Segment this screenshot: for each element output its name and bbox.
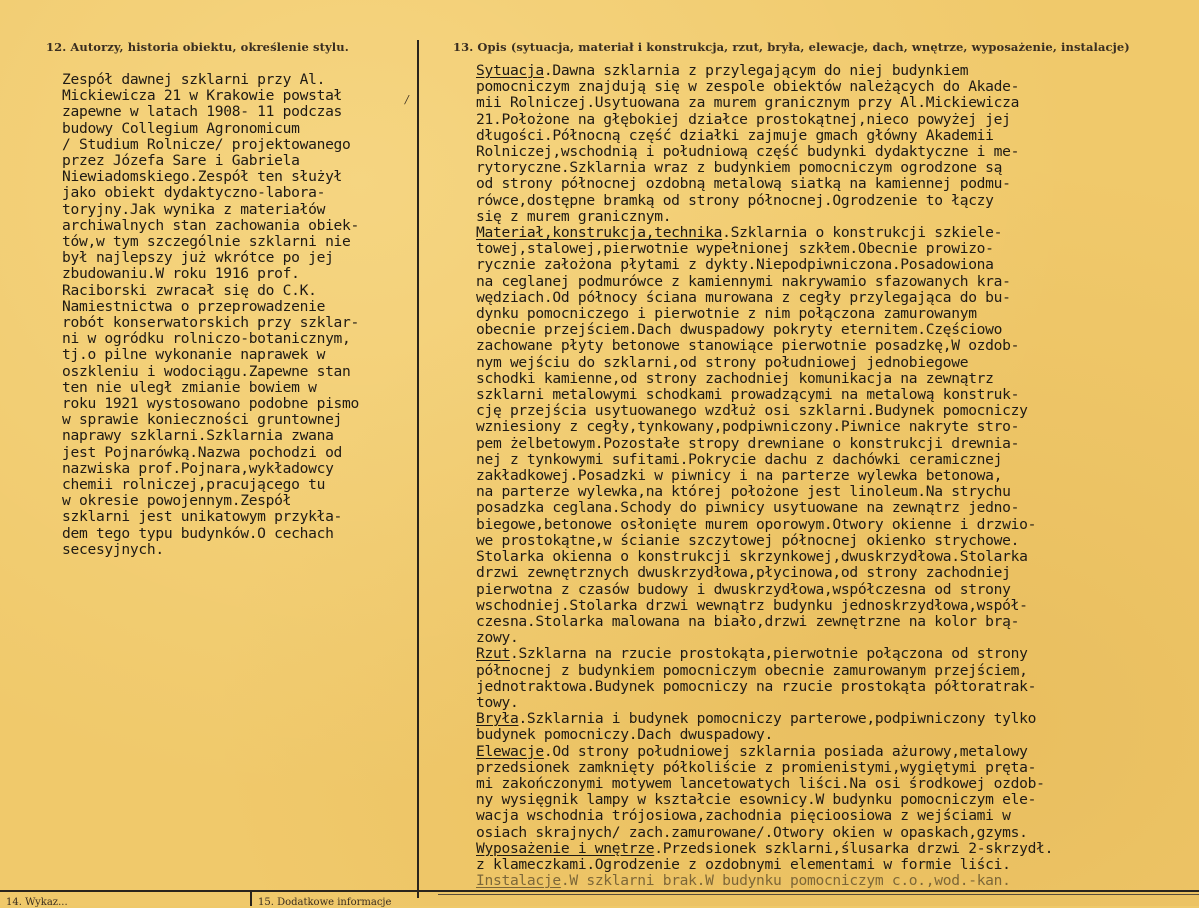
- section-14-header: 14. Wykaz...: [6, 897, 68, 908]
- line-text: pomocniczym znajdują się w zespole obiektów należących do Akade-: [476, 78, 1020, 96]
- text-line: budowy Collegium Agronomicum: [62, 119, 300, 137]
- text-line: robót konserwatorskich przy szklar-: [62, 314, 360, 332]
- column-divider: [417, 40, 419, 898]
- line-text: wędziach.Od północy ściana murowana z cegły przylegająca do bu-: [476, 288, 1011, 306]
- line-text: ny wysięgnik lampy w kształcie esownicy.W budynku pomocniczym ele-: [476, 791, 1037, 809]
- line-text: rytoryczne.Szklarnia wraz z budynkiem pomocniczym ogrodzone są: [476, 159, 1003, 177]
- text-line: tj.o pilne wykonanie naprawek w: [62, 346, 326, 364]
- text-line: [476, 419, 1196, 435]
- text-line: zbudowaniu.W roku 1916 prof.: [62, 265, 300, 283]
- text-line: Zespół dawnej szklarni przy Al.: [62, 71, 326, 88]
- text-line: [476, 79, 1196, 95]
- text-line: / Studium Rolnicze/ projektowanego: [62, 135, 351, 153]
- line-text: osiach skrajnych/ zach.zamurowane/.Otwory okien w opaskach,gzyms.: [476, 823, 1028, 841]
- line-text: .Szklarna na rzucie prostokąta,pierwotnie połączona od strony: [509, 645, 1028, 663]
- text-line: [476, 500, 1196, 516]
- line-text: czesna.Stolarka malowana na biało,drzwi zewnętrzne na kolor brą-: [476, 612, 1020, 630]
- text-line: Raciborski zwracał się do C.K.: [62, 281, 317, 299]
- text-line: naprawy szklarni.Szklarnia zwana: [62, 427, 334, 445]
- text-line: [476, 160, 1196, 176]
- line-text: towej,stalowej,pierwotnie wypełnionej szkłem.Obecnie prowizo-: [476, 240, 994, 258]
- text-line: Niewiadomskiego.Zespół ten służył: [62, 168, 343, 186]
- line-text: wschodniej.Stolarka drzwi wewnątrz budynku jednoskrzydłowa,współ-: [476, 596, 1028, 614]
- text-line: [476, 873, 1196, 889]
- text-line: w okresie powojennym.Zespół: [62, 492, 292, 510]
- text-line: secesyjnych.: [62, 540, 164, 558]
- line-text: posadzka ceglana.Schody do piwnicy usytuowane na zewnątrz jedno-: [476, 499, 1020, 517]
- text-line: [476, 436, 1196, 452]
- line-text: drzwi zewnętrznych dwuskrzydłowa,płycinowa,od strony zachodniej: [476, 564, 1011, 582]
- text-line: Mickiewicza 21 w Krakowie powstał: [62, 87, 343, 105]
- text-line: [476, 484, 1196, 500]
- line-text: .Szklarnia o konstrukcji szkiele-: [722, 224, 1003, 242]
- section-13-header: 13. Opis (sytuacja, materiał i konstrukcja, rzut, bryła, elewacje, dach, wnętrze, wyposażenie, instalacje): [453, 40, 1130, 54]
- line-text: .Szklarnia i budynek pomocniczy parterowe,podpiwniczony tylko: [518, 710, 1037, 728]
- text-line: [476, 128, 1196, 144]
- text-line: oszkleniu i wodociągu.Zapewne stan: [62, 362, 351, 380]
- text-line: w sprawie konieczności gruntownej: [62, 411, 343, 429]
- line-text: pem żelbetowym.Pozostałe stropy drewniane o konstrukcji drewnia-: [476, 434, 1020, 452]
- line-text: na ceglanej podmurówce z kamiennymi nakrywamio sfazowanych kra-: [476, 272, 1011, 290]
- text-line: ten nie uległ zmianie bowiem w: [62, 378, 317, 396]
- line-text: północnej z budynkiem pomocniczym obecnie zamurowanym przejściem,: [476, 661, 1028, 679]
- footer-rule: [0, 890, 1199, 892]
- line-text: jednotraktowa.Budynek pomocniczy na rzucie prostokąta półtoratrak-: [476, 677, 1037, 695]
- section-15-header: 15. Dodatkowe informacje: [258, 897, 392, 908]
- line-text: z klameczkami.Ogrodzenie z ozdobnymi elementami w formie liści.: [476, 855, 1011, 873]
- footer-rule-secondary: [438, 894, 1199, 895]
- section-label: Elewacje: [476, 742, 544, 760]
- line-text: rycznie założona płytami z dykty.Niepodpiwniczona.Posadowiona: [476, 256, 994, 274]
- line-text: towy.: [476, 693, 519, 711]
- section-label: Sytuacja: [476, 62, 544, 79]
- text-line: nazwiska prof.Pojnara,wykładowcy: [62, 459, 334, 477]
- line-text: pierwotna z czasów budowy i dwuskrzydłowa,współczesna od strony: [476, 580, 1011, 598]
- text-line: [476, 808, 1196, 824]
- section-label: Bryła: [476, 710, 519, 728]
- text-line: [476, 322, 1196, 338]
- section-12-header: 12. Autorzy, historia obiektu, określenie stylu.: [46, 40, 349, 54]
- line-text: Stolarka okienna o konstrukcji skrzynkowej,dwuskrzydłowa.Stolarka: [476, 548, 1028, 566]
- text-line: zapewne w latach 1908- 11 podczas: [62, 103, 343, 121]
- text-line: [476, 663, 1196, 679]
- text-line: [476, 387, 1196, 403]
- text-line: roku 1921 wystosowano podobne pismo: [62, 395, 360, 413]
- line-text: nym wejściu do szklarni,od strony południowej jednobiegowe: [476, 353, 969, 371]
- line-text: mi zakończonymi motywem lancetowatych liści.Na osi środkowej ozdob-: [476, 774, 1045, 792]
- line-text: .Przedsionek szklarni,ślusarka drzwi 2-skrzydł.: [654, 839, 1054, 857]
- line-text: 21.Położone na głębokiej działce prostokątnej,nieco powyżej jej: [476, 110, 1011, 128]
- line-text: się z murem granicznym.: [476, 207, 672, 225]
- text-line: [476, 857, 1196, 873]
- text-line: [476, 225, 1196, 241]
- text-line: [476, 841, 1196, 857]
- text-line: [476, 468, 1196, 484]
- section-label: Instalacje: [476, 872, 561, 890]
- text-line: [476, 646, 1196, 662]
- text-line: [476, 403, 1196, 419]
- section-label: Materiał,konstrukcja,technika: [476, 224, 723, 242]
- line-text: zowy.: [476, 629, 519, 647]
- margin-mark: /: [405, 93, 409, 106]
- text-line: tów,w tym szczególnie szklarni nie: [62, 233, 351, 251]
- description-text: [476, 63, 1196, 889]
- section-label: Rzut: [476, 645, 510, 663]
- text-line: był najlepszy już wkrótce po jej: [62, 249, 334, 267]
- text-line: [476, 63, 1196, 79]
- text-line: [476, 257, 1196, 273]
- text-line: [476, 760, 1196, 776]
- text-line: [476, 630, 1196, 646]
- text-line: [476, 209, 1196, 225]
- line-text: dynku pomocniczego i pierwotnie z nim połączona zamurowanym: [476, 305, 977, 323]
- line-text: .Dawna szklarnia z przylegającym do niej budynkiem: [543, 62, 969, 79]
- text-line: [476, 112, 1196, 128]
- text-line: [476, 452, 1196, 468]
- text-line: [476, 306, 1196, 322]
- line-text: szklarni metalowymi schodkami prowadzącymi na metalową konstruk-: [476, 386, 1020, 404]
- line-text: na parterze wylewka,na której położone jest linoleum.Na strychu: [476, 483, 1011, 501]
- text-line: [476, 776, 1196, 792]
- text-line: [476, 355, 1196, 371]
- line-text: obecnie przejściem.Dach dwuspadowy pokryty eternitem.Częściowo: [476, 321, 1003, 339]
- text-line: jest Pojnarówką.Nazwa pochodzi od: [62, 443, 343, 461]
- line-text: biegowe,betonowe osłonięte murem oporowym.Otwory okienne i drzwio-: [476, 515, 1037, 533]
- text-line: [476, 679, 1196, 695]
- text-line: [476, 598, 1196, 614]
- text-line: [476, 517, 1196, 533]
- line-text: od strony północnej ozdobną metalową siatką na kamiennej podmu-: [476, 175, 1011, 193]
- line-text: nej z tynkowymi sufitami.Pokrycie dachu z dachówki ceramicznej: [476, 450, 1003, 468]
- text-line: przez Józefa Sare i Gabriela: [62, 152, 300, 170]
- text-line: [476, 274, 1196, 290]
- line-text: długości.Północną część działki zajmuje gmach główny Akademii: [476, 126, 994, 144]
- text-line: [476, 792, 1196, 808]
- line-text: Rolniczej,wschodnią i południową część budynki dydaktyczne i me-: [476, 143, 1020, 161]
- text-line: [476, 825, 1196, 841]
- line-text: .Od strony południowej szklarnia posiada ażurowy,metalowy: [543, 742, 1028, 760]
- text-line: [476, 695, 1196, 711]
- text-line: [476, 711, 1196, 727]
- line-text: schodki kamienne,od strony zachodniej komunikacja na zewnątrz: [476, 369, 994, 387]
- text-line: [476, 744, 1196, 760]
- line-text: mii Rolniczej.Usytuowana za murem granicznym przy Al.Mickiewicza: [476, 94, 1020, 112]
- line-text: we prostokątne,w ścianie szczytowej północnej okienko strychowe.: [476, 531, 1020, 549]
- line-text: zachowane płyty betonowe stanowiące pierwotnie posadzkę,W ozdob-: [476, 337, 1020, 355]
- line-text: przedsionek zamknięty półkoliście z promienistymi,wygiętymi pręta-: [476, 758, 1037, 776]
- text-line: ni w ogródku rolniczo-botanicznym,: [62, 330, 351, 348]
- line-text: wacja wschodnia trójosiowa,zachodnia pięcioosiowa z wejściami w: [476, 807, 1011, 825]
- text-line: jako obiekt dydaktyczno-labora-: [62, 184, 326, 202]
- text-line: [476, 565, 1196, 581]
- text-line: [476, 582, 1196, 598]
- line-text: .W szklarni brak.W budynku pomocniczym c.o.,wod.-kan.: [560, 872, 1011, 890]
- text-line: Namiestnictwa o przeprowadzenie: [62, 297, 326, 315]
- authors-history-text: [62, 72, 412, 558]
- text-line: [476, 727, 1196, 743]
- text-line: [476, 614, 1196, 630]
- text-line: [476, 241, 1196, 257]
- line-text: cję przejścia usytuowanego wzdłuż osi szklarni.Budynek pomocniczy: [476, 402, 1028, 420]
- line-text: rówce,dostępne bramką od strony północnej.Ogrodzenie to łączy: [476, 191, 994, 209]
- text-line: archiwalnych stan zachowania obiek-: [62, 216, 360, 234]
- text-line: [476, 193, 1196, 209]
- text-line: szklarni jest unikatowym przykła-: [62, 508, 343, 526]
- text-line: [476, 144, 1196, 160]
- text-line: [476, 533, 1196, 549]
- section-label: Wyposażenie i wnętrze: [476, 839, 655, 857]
- line-text: budynek pomocniczy.Dach dwuspadowy.: [476, 726, 774, 744]
- text-line: [476, 95, 1196, 111]
- text-line: [476, 371, 1196, 387]
- text-line: dem tego typu budynków.O cechach: [62, 524, 334, 542]
- line-text: wzniesiony z cegły,tynkowany,podpiwniczony.Piwnice nakryte stro-: [476, 418, 1020, 436]
- line-text: zakładkowej.Posadzki w piwnicy i na parterze wylewka betonowa,: [476, 467, 1003, 485]
- text-line: [476, 290, 1196, 306]
- text-line: toryjny.Jak wynika z materiałów: [62, 200, 326, 218]
- text-line: [476, 176, 1196, 192]
- text-line: [476, 338, 1196, 354]
- text-line: [476, 549, 1196, 565]
- footer-divider: [250, 892, 252, 906]
- text-line: chemii rolniczej,pracującego tu: [62, 476, 326, 494]
